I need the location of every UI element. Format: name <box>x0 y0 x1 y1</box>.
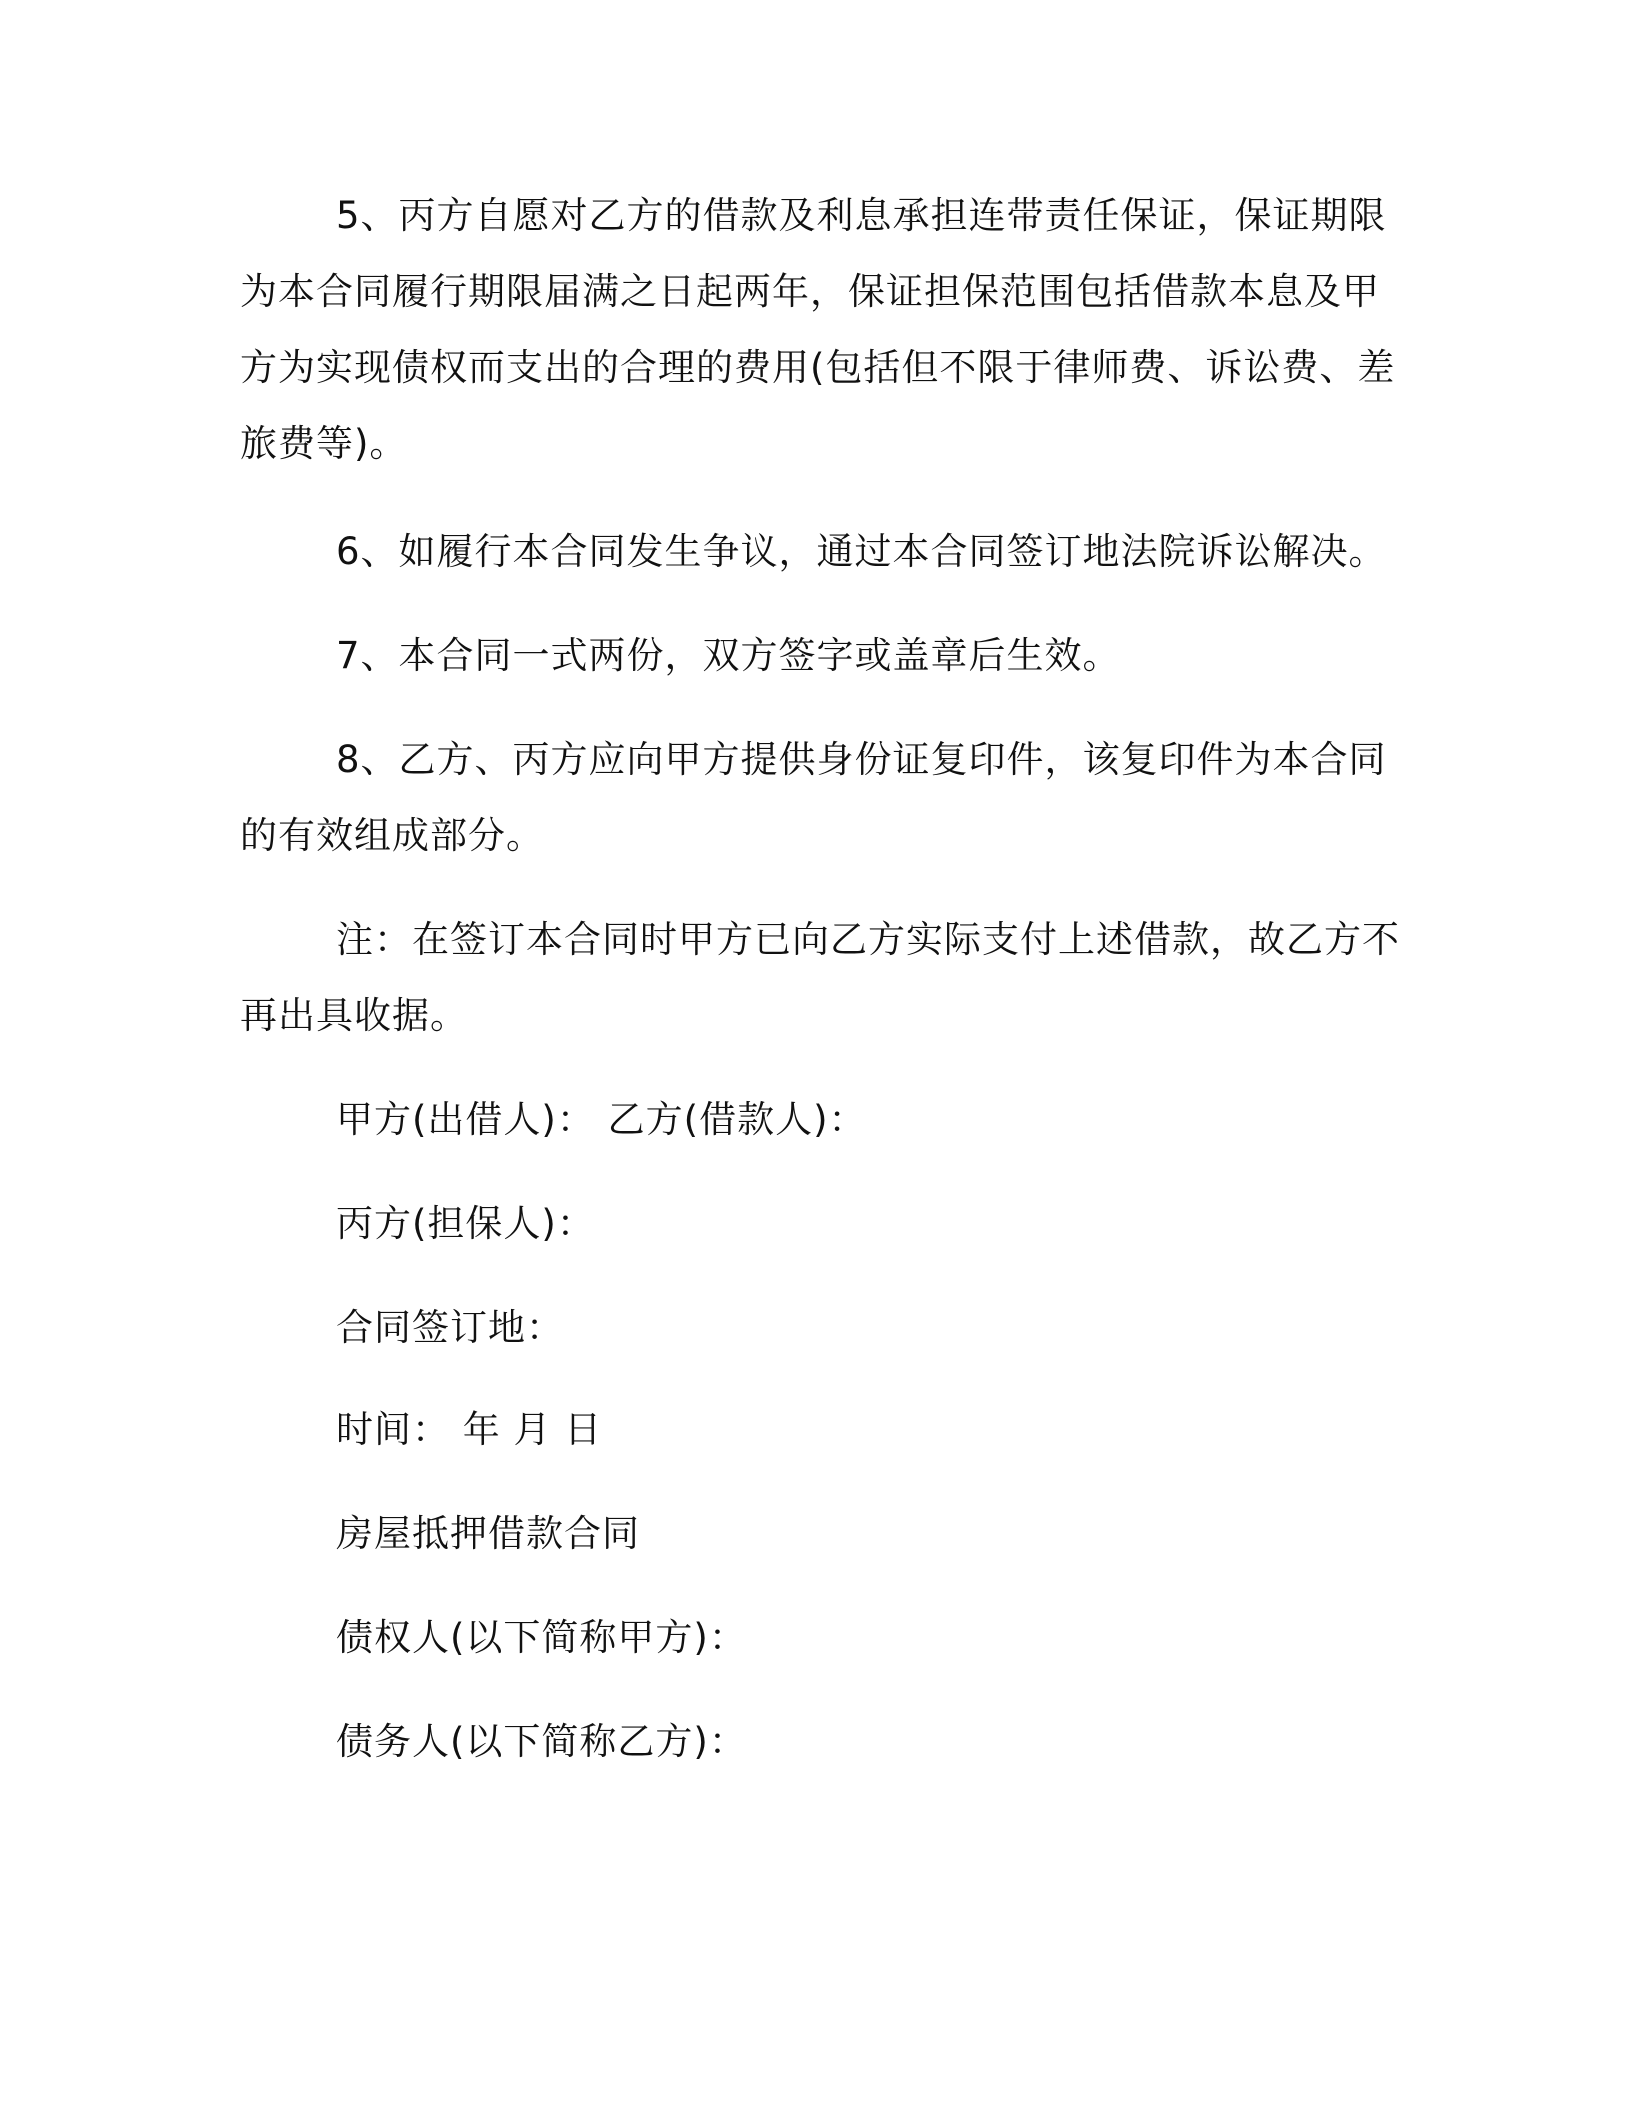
next-contract-debtor: 债务人(以下简称乙方)： <box>336 1720 747 1763</box>
clause-5-line-1: 5、丙方自愿对乙方的借款及利息承担连带责任保证，保证期限 <box>336 194 1387 237</box>
signature-party-c: 丙方(担保人)： <box>336 1202 595 1245</box>
clause-8-line-1: 8、乙方、丙方应向甲方提供身份证复印件，该复印件为本合同 <box>336 738 1387 781</box>
clause-7: 7、本合同一式两份，双方签字或盖章后生效。 <box>336 634 1121 677</box>
clause-5-line-2: 为本合同履行期限届满之日起两年，保证担保范围包括借款本息及甲 <box>240 270 1380 313</box>
note <box>240 902 1400 1054</box>
clause-8-line-2: 的有效组成部分。 <box>240 814 544 857</box>
clause-8 <box>240 722 1390 874</box>
clause-5-line-4: 旅费等)。 <box>240 422 408 465</box>
note-line-2: 再出具收据。 <box>240 994 468 1037</box>
clause-5-line-3: 方为实现债权而支出的合理的费用(包括但不限于律师费、诉讼费、差 <box>240 346 1396 389</box>
signature-party-a-b: 甲方(出借人)： 乙方(借款人)： <box>336 1098 867 1141</box>
clause-6: 6、如履行本合同发生争议，通过本合同签订地法院诉讼解决。 <box>336 530 1387 573</box>
signature-place: 合同签订地： <box>336 1306 564 1349</box>
next-contract-creditor: 债权人(以下简称甲方)： <box>336 1616 747 1659</box>
note-line-1: 注：在签订本合同时甲方已向乙方实际支付上述借款，故乙方不 <box>336 918 1400 961</box>
signature-date: 时间： 年 月 日 <box>336 1408 603 1451</box>
clause-5 <box>240 178 1396 482</box>
next-contract-title: 房屋抵押借款合同 <box>336 1512 640 1555</box>
